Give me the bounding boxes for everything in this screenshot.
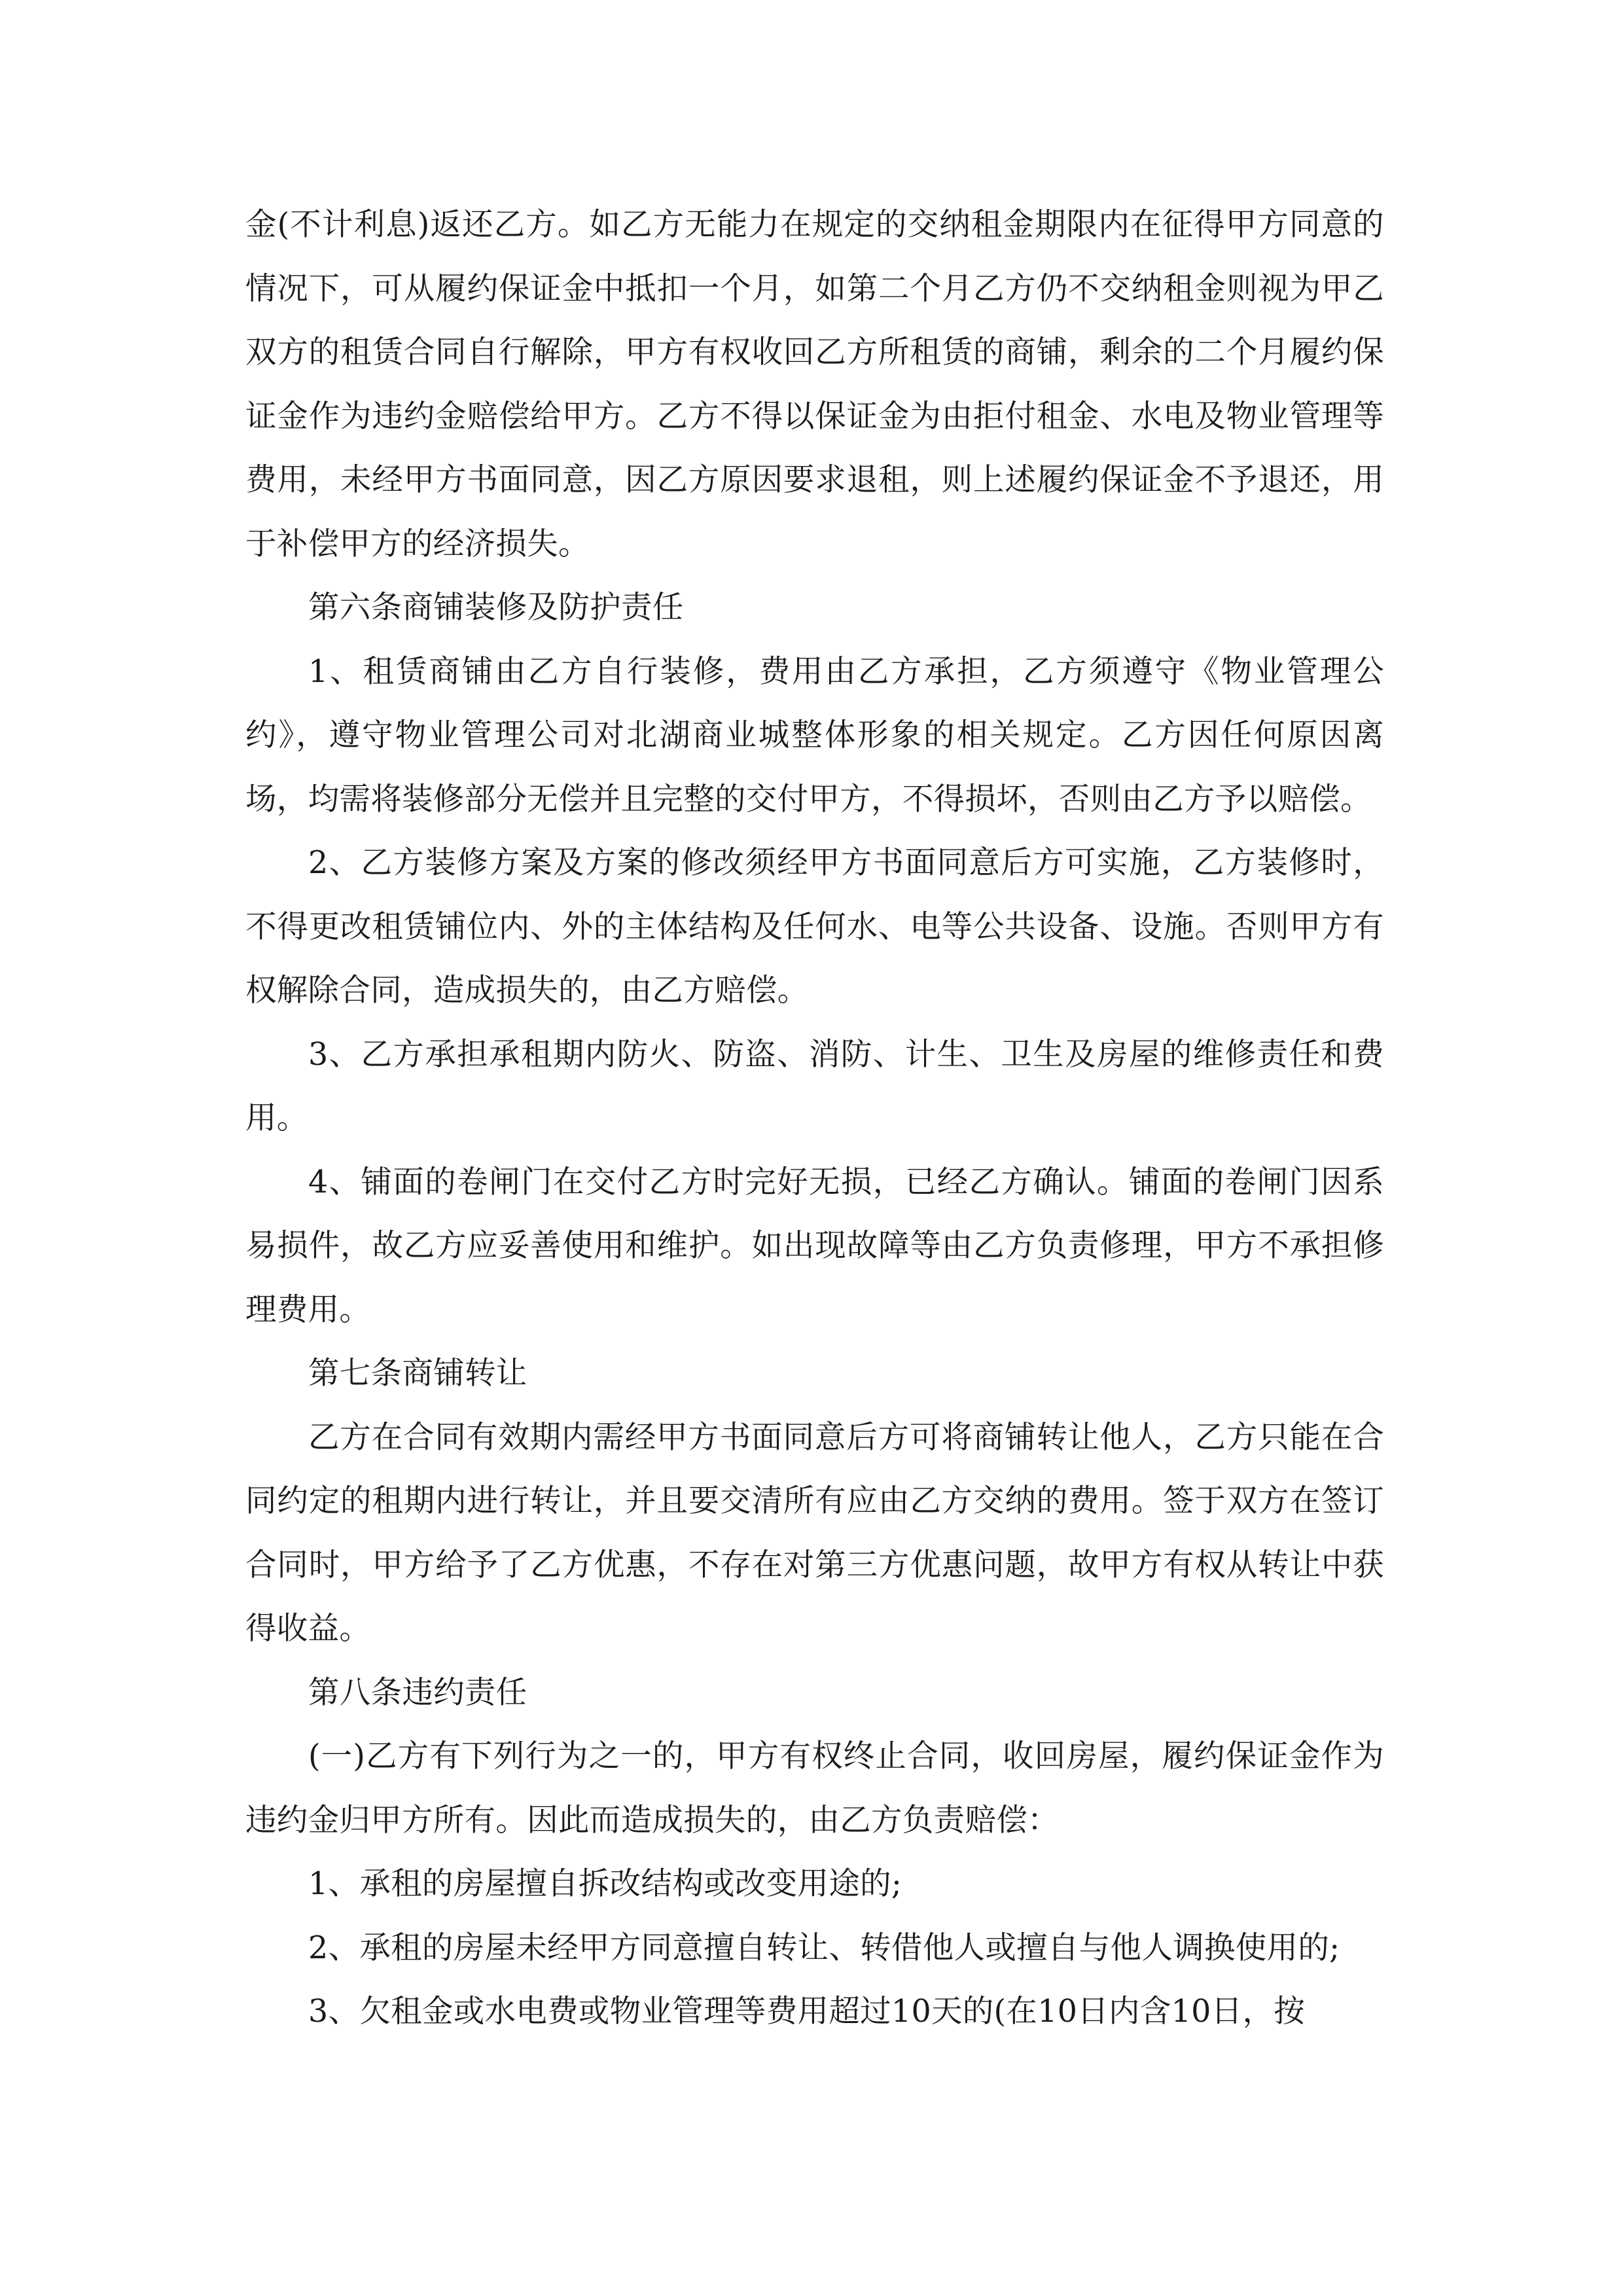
heading-article-8: 第八条违约责任 — [308, 1674, 527, 1711]
paragraph-article-8-item-3: 3、欠租金或水电费或物业管理等费用超过10天的(在10日内含10日，按 — [308, 1994, 1306, 2030]
paragraph-article-6-item-2: 2、乙方装修方案及方案的修改须经甲方书面同意后方可实施，乙方装修时，不得更改租赁铺位内、外的主体结构及任何水、电等公共设备、设施。否则甲方有权解除合同，造成损失的，由乙方赔偿。 — [245, 845, 1384, 1009]
paragraph-article-6-item-1: 1、租赁商铺由乙方自行装修，费用由乙方承担，乙方须遵守《物业管理公约》，遵守物业管理公司对北湖商业城整体形象的相关规定。乙方因任何原因离场，均需将装修部分无偿并且完整的交付甲方，不得损坏，否则由乙方予以赔偿。 — [245, 653, 1384, 817]
heading-article-7: 第七条商铺转让 — [308, 1355, 527, 1391]
paragraph-article-6-item-4: 4、铺面的卷闸门在交付乙方时完好无损，已经乙方确认。铺面的卷闸门因系易损件，故乙方应妥善使用和维护。如出现故障等由乙方负责修理，甲方不承担修理费用。 — [245, 1164, 1384, 1328]
paragraph-article-8-item-1: 1、承租的房屋擅自拆改结构或改变用途的; — [308, 1866, 902, 1902]
paragraph-article-8-part-1: (一)乙方有下列行为之一的，甲方有权终止合同，收回房屋，履约保证金作为违约金归甲方所有。因此而造成损失的，由乙方负责赔偿： — [245, 1738, 1384, 1839]
heading-article-6: 第六条商铺装修及防护责任 — [308, 590, 684, 626]
paragraph-article-6-item-3: 3、乙方承担承租期内防火、防盗、消防、计生、卫生及房屋的维修责任和费用。 — [245, 1036, 1384, 1136]
paragraph-article-7-body: 乙方在合同有效期内需经甲方书面同意后方可将商铺转让他人，乙方只能在合同约定的租期内进行转让，并且要交清所有应由乙方交纳的费用。签于双方在签订合同时，甲方给予了乙方优惠，不存在对第三方优惠问题，故甲方有权从转让中获得收益。 — [245, 1419, 1384, 1647]
paragraph-deposit-refund: 金(不计利息)返还乙方。如乙方无能力在规定的交纳租金期限内在征得甲方同意的情况下，可从履约保证金中抵扣一个月，如第二个月乙方仍不交纳租金则视为甲乙双方的租赁合同自行解除，甲方有权收回乙方所租赁的商铺，剩余的二个月履约保证金作为违约金赔偿给甲方。乙方不得以保证金为由拒付租金、水电及物业管理等费用，未经甲方书面同意，因乙方原因要求退租，则上述履约保证金不予退还，用于补偿甲方的经济损失。 — [245, 207, 1384, 562]
paragraph-article-8-item-2: 2、承租的房屋未经甲方同意擅自转让、转借他人或擅自与他人调换使用的; — [308, 1929, 1340, 1966]
document-body — [245, 193, 1384, 2044]
